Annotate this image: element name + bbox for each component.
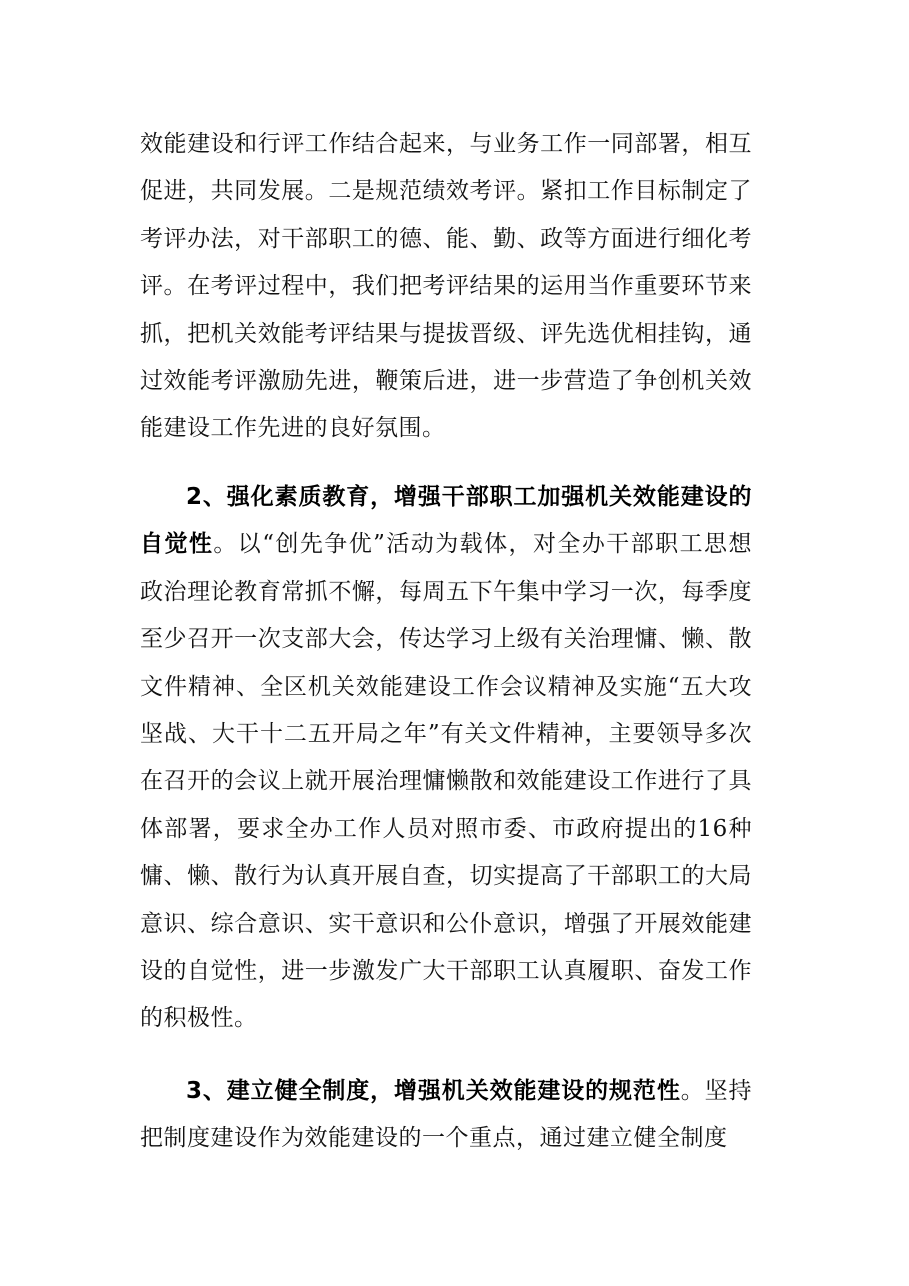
- paragraph-3-body: 。坚持把制度建设作为效能建设的一个重点，通过建立健全制度: [140, 1078, 752, 1152]
- paragraph-3-heading: 3、建立健全制度，增强机关效能建设的规范性: [186, 1078, 681, 1104]
- paragraph-2: [140, 474, 752, 1043]
- paragraph-2-heading: 2、强化素质教育，增强干部职工加强机关效能建设的自觉性: [140, 484, 752, 558]
- paragraph-3: [140, 1068, 752, 1163]
- paragraph-1: [140, 121, 752, 453]
- paragraph-1-body: 效能建设和行评工作结合起来，与业务工作一同部署，相互促进，共同发展。二是规范绩效考评。紧扣工作目标制定了考评办法，对干部职工的德、能、勤、政等方面进行细化考评。在考评过程中，我们把考评结果的运用当作重要环节来抓，把机关效能考评结果与提拔晋级、评先选优相挂钩，通过效能考评激励先进，鞭策后进，进一步营造了争创机关效能建设工作先进的良好氛围。: [140, 131, 752, 442]
- paragraph-2-body: 。以“创先争优”活动为载体，对全办干部职工思想政治理论教育常抓不懈，每周五下午集中学习一次，每季度至少召开一次支部大会，传达学习上级有关治理慵、懒、散文件精神、全区机关效能建设工作会议精神及实施“五大攻坚战、大干十二五开局之年”有关文件精神，主要领导多次在召开的会议上就开展治理慵懒散和效能建设工作进行了具体部署，要求全办工作人员对照市委、市政府提出的16种慵、懒、散行为认真开展自查，切实提高了干部职工的大局意识、综合意识、实干意识和公仆意识，增强了开展效能建设的自觉性，进一步激发广大干部职工认真履职、奋发工作的积极性。: [140, 531, 752, 1032]
